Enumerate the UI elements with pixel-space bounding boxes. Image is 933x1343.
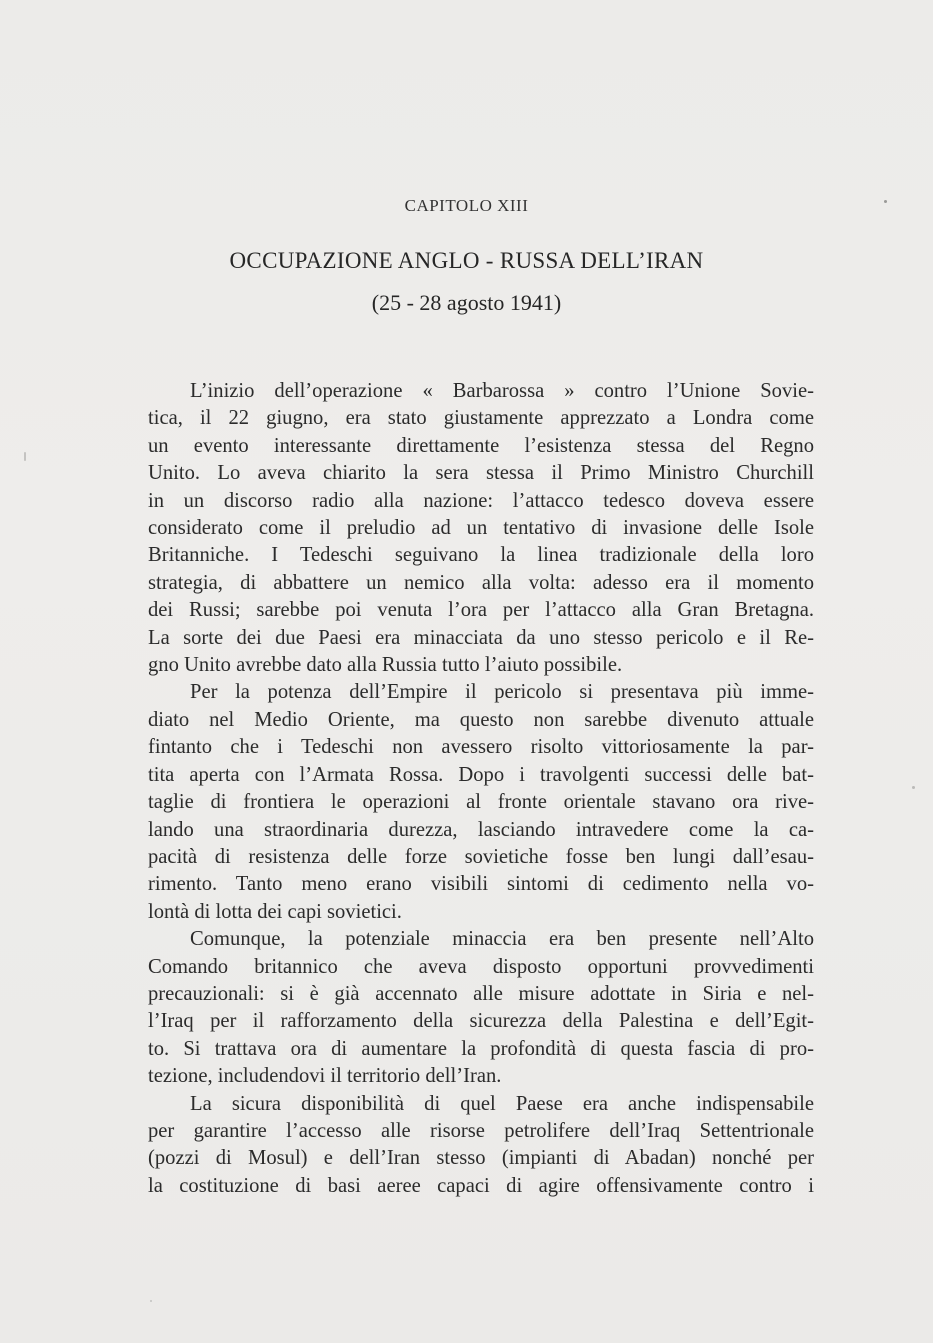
paragraph — [148, 926, 814, 1090]
scan-speck — [150, 1300, 152, 1302]
text-line: taglie di frontiera le operazioni al fronte orientale stavano ora rive- — [148, 791, 814, 814]
text-line: diato nel Medio Oriente, ma questo non sarebbe divenuto attuale — [148, 708, 814, 731]
text-line: dei Russi; sarebbe poi venuta l’ora per l’attacco alla Gran Bretagna. — [148, 599, 814, 622]
text-line: Unito. Lo aveva chiarito la sera stessa il Primo Ministro Churchill — [148, 462, 814, 485]
text-line: per garantire l’accesso alle risorse petrolifere dell’Iraq Settentrionale — [148, 1119, 814, 1142]
text-line: strategia, di abbattere un nemico alla volta: adesso era il momento — [148, 571, 814, 594]
text-line: Comunque, la potenziale minaccia era ben presente nell’Alto — [190, 928, 814, 951]
paragraph — [148, 679, 814, 926]
paragraph — [148, 1091, 814, 1201]
text-line: la costituzione di basi aeree capaci di agire offensivamente contro i — [148, 1174, 814, 1197]
chapter-label: CAPITOLO XIII — [404, 196, 529, 215]
scan-speck — [912, 786, 915, 789]
chapter-dates: (25 - 28 agosto 1941) — [371, 290, 562, 315]
text-line: fintanto che i Tedeschi non avessero risolto vittoriosamente la par- — [148, 736, 814, 759]
text-line: Per la potenza dell’Empire il pericolo si presentava più imme- — [190, 681, 814, 704]
text-line: L’inizio dell’operazione « Barbarossa » contro l’Unione Sovie- — [190, 380, 814, 402]
text-line: tezione, includendovi il territorio dell’Iran. — [148, 1065, 502, 1088]
text-line: to. Si trattava ora di aumentare la profondità di questa fascia di pro- — [148, 1037, 814, 1060]
text-line: La sicura disponibilità di quel Paese era anche indispensabile — [190, 1092, 814, 1115]
paragraph — [148, 378, 814, 679]
text-line: un evento interessante direttamente l’esistenza stessa del Regno — [148, 434, 814, 457]
text-line: Britanniche. I Tedeschi seguivano la linea tradizionale della loro — [148, 544, 814, 567]
text-line: (pozzi di Mosul) e dell’Iran stesso (impianti di Abadan) nonché per — [148, 1147, 814, 1170]
text-line: gno Unito avrebbe dato alla Russia tutto l’aiuto possibile. — [148, 654, 623, 677]
text-line: lando una straordinaria durezza, lasciando intravedere come la ca- — [148, 818, 814, 841]
text-line: precauzionali: si è già accennato alle misure adottate in Siria e nel- — [148, 982, 814, 1005]
scan-speck — [884, 200, 887, 203]
chapter-title: OCCUPAZIONE ANGLO - RUSSA DELL’IRAN — [229, 248, 704, 273]
text-line: tita aperta con l’Armata Rossa. Dopo i travolgenti successi delle bat- — [148, 763, 814, 786]
text-line: in un discorso radio alla nazione: l’attacco tedesco doveva essere — [148, 489, 814, 512]
text-line: La sorte dei due Paesi era minacciata da uno stesso pericolo e il Re- — [148, 626, 814, 649]
text-line: Comando britannico che aveva disposto opportuni provvedimenti — [148, 955, 814, 978]
text-line: pacità di resistenza delle forze sovietiche fosse ben lungi dall’esau- — [148, 845, 814, 868]
text-line: l’Iraq per il rafforzamento della sicurezza della Palestina e dell’Egit- — [148, 1010, 814, 1033]
body-text — [148, 378, 814, 1200]
text-line: tica, il 22 giugno, era stato giustamente apprezzato a Londra come — [148, 407, 814, 430]
text-line: rimento. Tanto meno erano visibili sintomi di cedimento nella vo- — [148, 873, 814, 896]
text-line: considerato come il preludio ad un tentativo di invasione delle Isole — [148, 517, 814, 540]
text-line: lontà di lotta dei capi sovietici. — [148, 900, 402, 923]
scan-speck — [24, 452, 26, 461]
